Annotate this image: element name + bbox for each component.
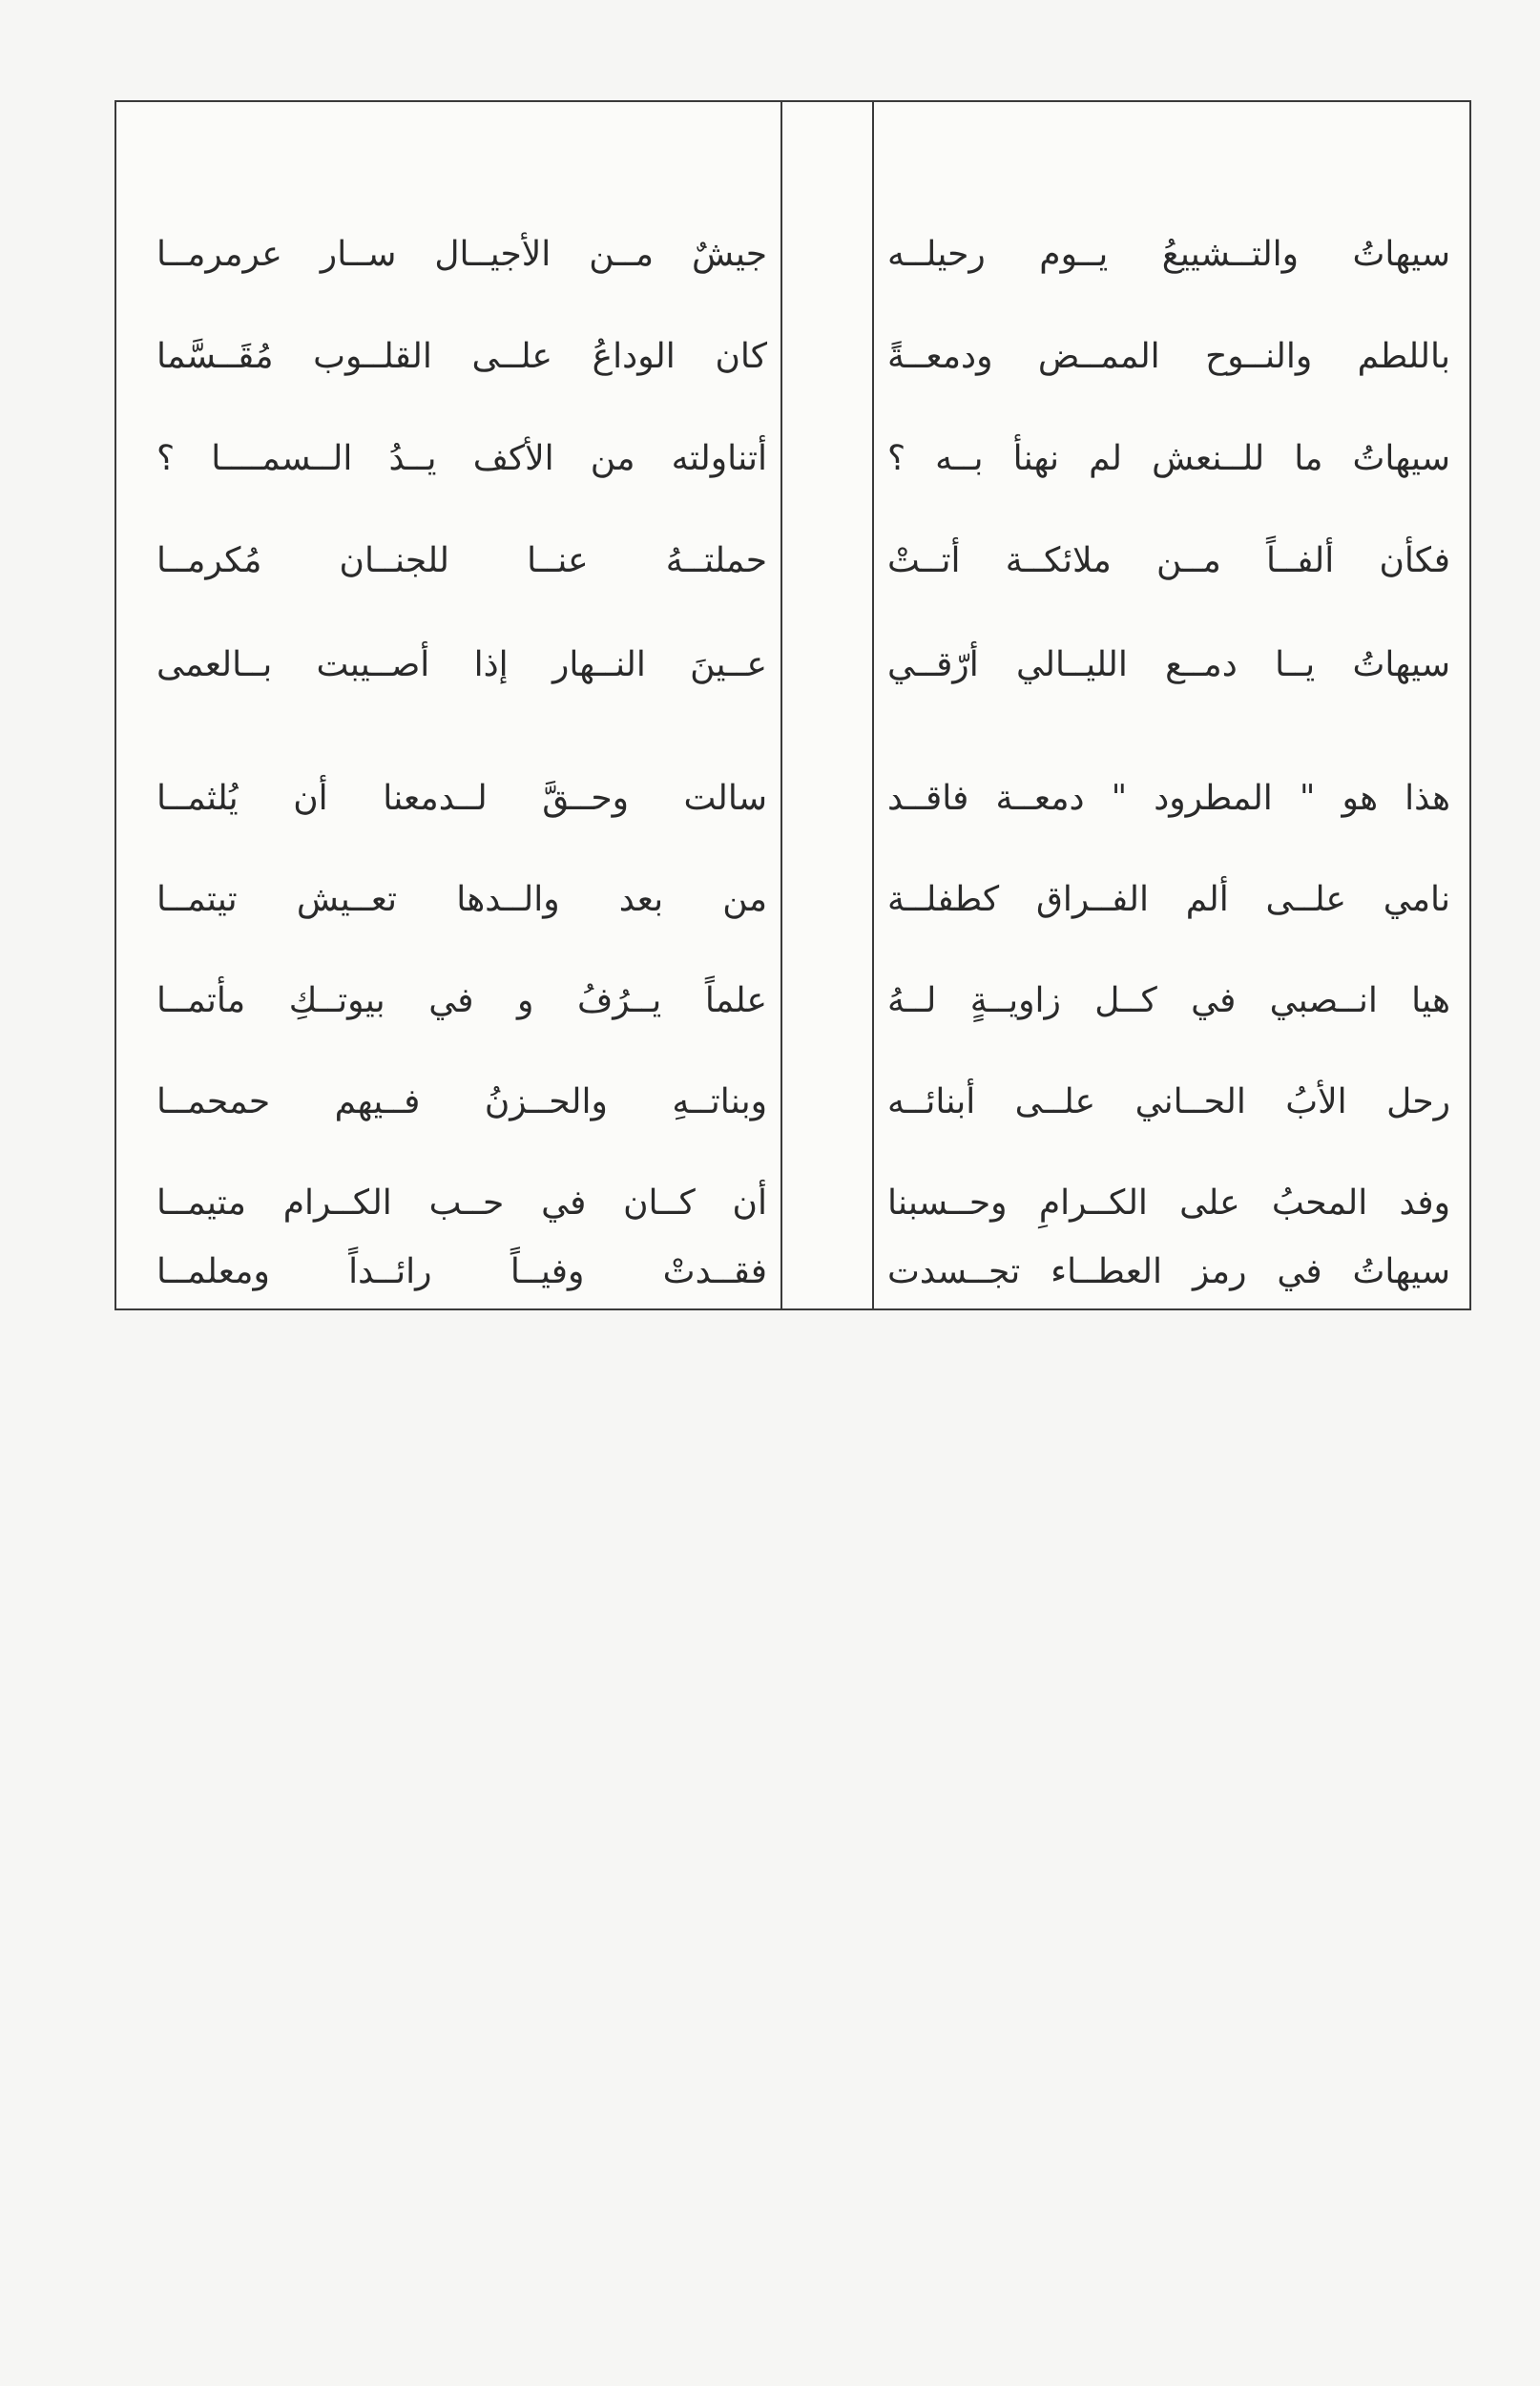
poem-table — [114, 100, 1471, 1310]
left-column — [116, 102, 780, 1308]
verse-line: باللطم والنــوح الممــض ودمعــةً — [887, 337, 1450, 376]
verse-line: علماً يــرُفُ و في بيوتــكِ مأتمــا — [156, 981, 767, 1020]
verse-line: سيهاتُ والتــشييعُ يــوم رحيلــه — [887, 235, 1450, 274]
verse-line: سيهاتُ يــا دمــع الليــالي أرّقــي — [887, 645, 1450, 684]
verse-line: سالت وحــقَّ لــدمعنا أن يُلثمــا — [156, 779, 767, 818]
verse-line: سيهاتُ في رمز العطــاء تجــسدت — [887, 1252, 1450, 1291]
verse-line: نامي علــى ألم الفــراق كطفلــة — [887, 880, 1450, 919]
verse-line: من بعد والــدها تعــيش تيتمــا — [156, 880, 767, 919]
verse-line: وفد المحبُ على الكــرامِ وحــسبنا — [887, 1183, 1450, 1223]
verse-line: عــينَ النــهار إذا أصــيبت بــالعمى — [156, 645, 767, 684]
column-divider-left — [780, 102, 782, 1308]
verse-line: سيهاتُ ما للــنعش لم نهنأ بــه ؟ — [887, 439, 1450, 478]
verse-line: فقــدتْ وفيــاً رائــداً ومعلمــا — [156, 1252, 767, 1291]
verse-line: رحل الأبُ الحــاني علــى أبنائــه — [887, 1082, 1450, 1121]
verse-line: حملتــهُ عنــا للجنــان مُكرمــا — [156, 541, 767, 580]
verse-line: كان الوداعُ علــى القلــوب مُقَــسَّما — [156, 337, 767, 376]
verse-line: جيشٌ مــن الأجيــال ســار عرمرمــا — [156, 235, 767, 274]
right-column — [874, 102, 1469, 1308]
verse-line: أتناولته من الأكف يــدُ الــسمــــا ؟ — [156, 439, 767, 478]
verse-line: وبناتــهِ والحــزنُ فــيهم حمحمــا — [156, 1082, 767, 1121]
verse-line: هيا انــصبي في كــل زاويــةٍ لــهُ — [887, 981, 1450, 1020]
verse-line: هذا هو " المطرود " دمعــة فاقــد — [887, 779, 1450, 818]
verse-line: أن كــان في حــب الكــرام متيمــا — [156, 1183, 767, 1223]
verse-line: فكأن ألفــاً مــن ملائكــة أتــتْ — [887, 541, 1450, 580]
